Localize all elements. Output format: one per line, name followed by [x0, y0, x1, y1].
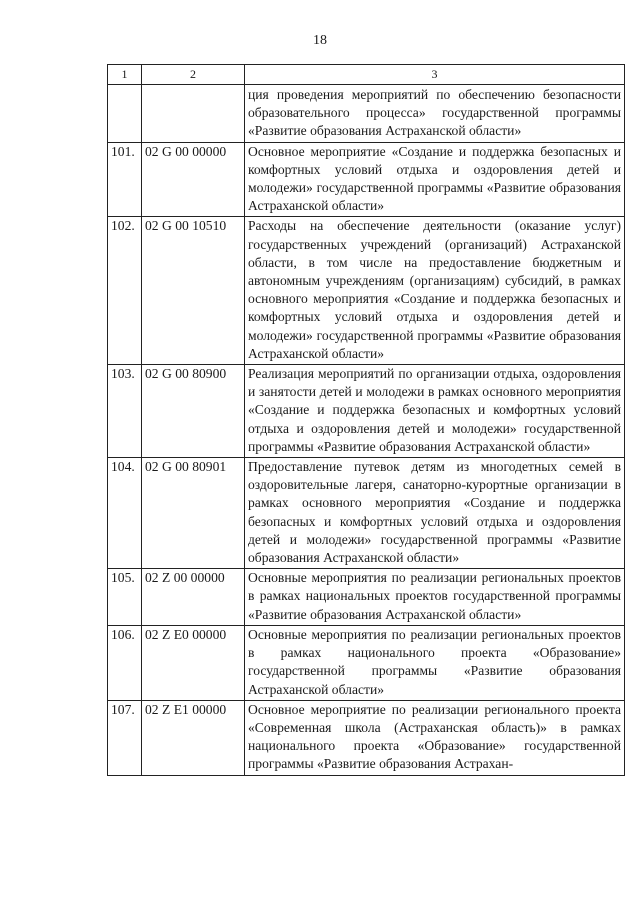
table-row [108, 142, 625, 217]
row-description: Предоставление путевок детям из многодетных семей в оздоровительные лагеря, санаторно-курортные организации в рамках основного мероприятия «Создание и поддержка безопасных и комфортных условий отдыха и оздоровления детей и молодежи» государственной программы «Развитие образования Астраханской области» [245, 458, 625, 569]
header-col-3: 3 [245, 65, 625, 85]
row-number: 105. [108, 569, 142, 626]
budget-classification-table [107, 64, 625, 776]
table-header-row [108, 65, 625, 85]
table-row [108, 458, 625, 569]
row-number: 102. [108, 217, 142, 365]
row-description: Основное мероприятие «Создание и поддержка безопасных и комфортных условий отдыха и оздоровления детей и молодежи» государственной программы «Развитие образования Астраханской области» [245, 142, 625, 217]
row-code: 02 Z E0 00000 [142, 625, 245, 700]
row-description: Расходы на обеспечение деятельности (оказание услуг) государственных учреждений (организаций) Астраханской области, в том числе на предоставление бюджетным и автономным учреждениям (организациям) субсидий, в рамках основного мероприятия «Создание и поддержка безопасных и комфортных условий отдыха и оздоровления детей и молодежи» государственной программы «Развитие образования Астраханской области» [245, 217, 625, 365]
row-code: 02 G 00 80901 [142, 458, 245, 569]
table-row [108, 569, 625, 626]
row-number: 107. [108, 700, 142, 775]
row-number: 106. [108, 625, 142, 700]
row-code [142, 85, 245, 143]
row-description: Реализация мероприятий по организации отдыха, оздоровления и занятости детей и молодежи в рамках основного мероприятия «Создание и поддержка безопасных и комфортных условий отдыха и оздоровления детей и молодежи» государственной программы «Развитие образования Астраханской области» [245, 365, 625, 458]
row-code: 02 G 00 10510 [142, 217, 245, 365]
row-description: Основные мероприятия по реализации региональных проектов в рамках национального проекта «Образование» государственной программы «Развитие образования Астраханской области» [245, 625, 625, 700]
row-description: ция проведения мероприятий по обеспечению безопасности образовательного процесса» государственной программы «Развитие образования Астраханской области» [245, 85, 625, 143]
header-col-1: 1 [108, 65, 142, 85]
row-code: 02 G 00 00000 [142, 142, 245, 217]
page-number: 18 [313, 33, 327, 48]
row-number: 103. [108, 365, 142, 458]
row-code: 02 Z E1 00000 [142, 700, 245, 775]
table-row [108, 365, 625, 458]
header-col-2: 2 [142, 65, 245, 85]
row-code: 02 G 00 80900 [142, 365, 245, 458]
table-row [108, 217, 625, 365]
row-code: 02 Z 00 00000 [142, 569, 245, 626]
row-description: Основное мероприятие по реализации регионального проекта «Современная школа (Астраханская область)» в рамках национального проекта «Образование» государственной программы «Развитие образования Астрахан- [245, 700, 625, 775]
row-number: 101. [108, 142, 142, 217]
table-row [108, 625, 625, 700]
table-row [108, 700, 625, 775]
row-number [108, 85, 142, 143]
row-description: Основные мероприятия по реализации региональных проектов в рамках национальных проектов государственной программы «Развитие образования Астраханской области» [245, 569, 625, 626]
table-row-continued [108, 85, 625, 143]
row-number: 104. [108, 458, 142, 569]
